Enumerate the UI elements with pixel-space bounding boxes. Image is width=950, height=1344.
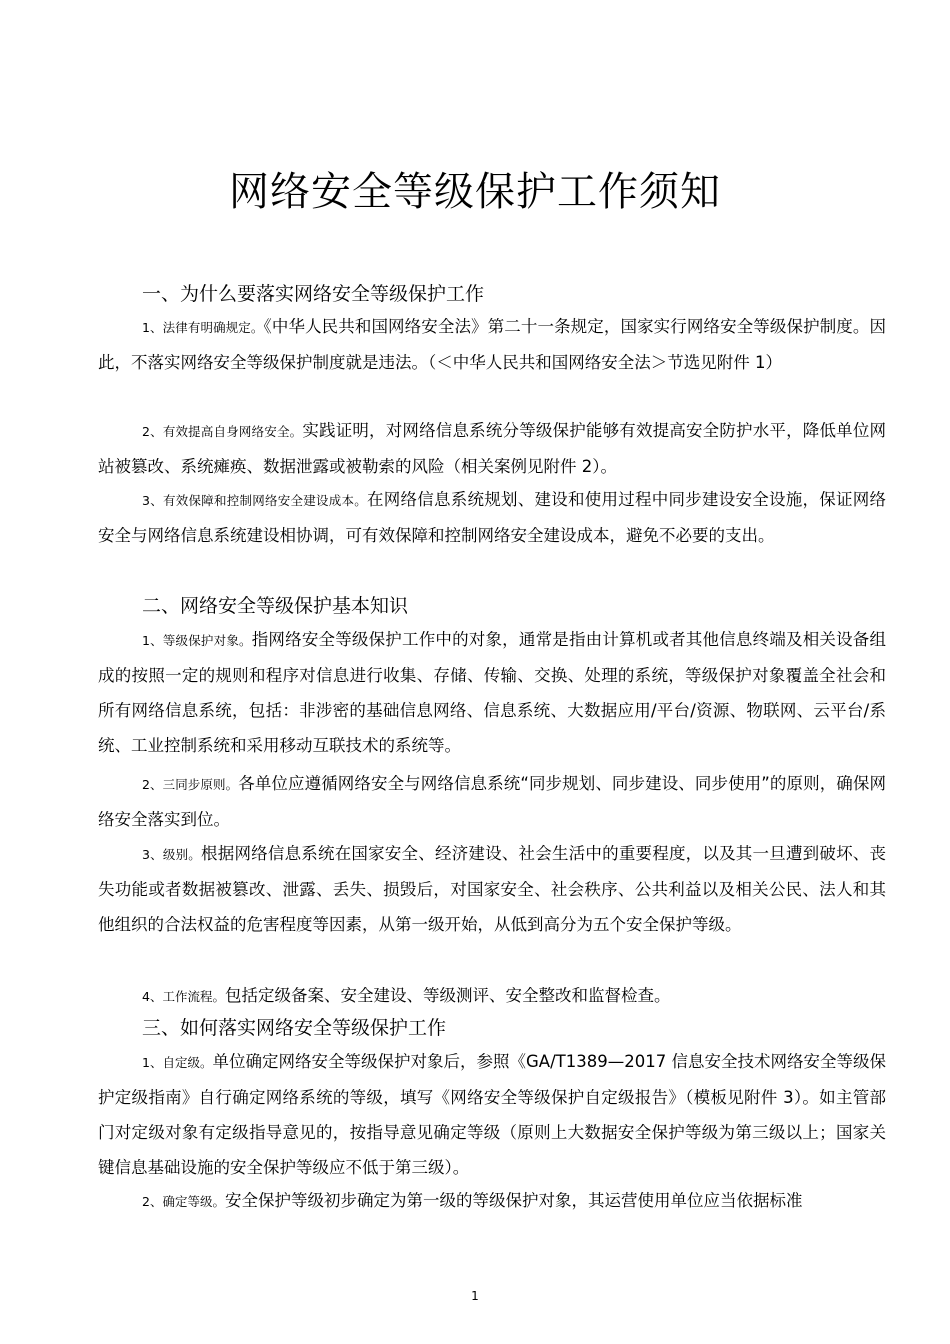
paragraph-lead: 4、工作流程。 — [142, 989, 225, 1004]
paragraph — [98, 1183, 886, 1219]
paragraph-lead: 1、自定级。 — [142, 1055, 213, 1070]
paragraph-lead: 2、有效提高自身网络安全。 — [142, 424, 303, 439]
section-heading: 三、如何落实网络安全等级保护工作 — [142, 1017, 447, 1039]
paragraph-lead: 2、确定等级。 — [142, 1194, 225, 1209]
paragraph — [98, 836, 886, 942]
paragraph-text: 根据网络信息系统在国家安全、经济建设、社会生活中的重要程度，以及其一旦遭到破坏、丧失功能或者数据被篡改、泄露、丢失、损毁后，对国家安全、社会秩序、公共利益以及相关公民、法人和其他组织的合法权益的危害程度等因素，从第一级开始，从低到高分为五个安全保护等级。 — [98, 844, 887, 934]
paragraph — [98, 1044, 886, 1185]
paragraph-text: 实践证明，对网络信息系统分等级保护能够有效提高安全防护水平，降低单位网站被篡改、系统瘫痪、数据泄露或被勒索的风险（相关案例见附件 2）。 — [98, 421, 886, 476]
paragraph — [98, 622, 886, 763]
paragraph — [98, 766, 886, 837]
page-number: 1 — [471, 1289, 479, 1303]
section-heading: 二、网络安全等级保护基本知识 — [142, 595, 409, 617]
paragraph — [98, 482, 886, 553]
paragraph — [98, 978, 886, 1014]
paragraph-text: 包括定级备案、安全建设、等级测评、安全整改和监督检查。 — [224, 986, 671, 1005]
paragraph-text: 安全保护等级初步确定为第一级的等级保护对象，其运营使用单位应当依据标准 — [224, 1191, 803, 1210]
paragraph-lead: 1、法律有明确规定。 — [142, 320, 264, 335]
document-title: 网络安全等级保护工作须知 — [229, 169, 721, 215]
paragraph — [98, 413, 886, 484]
paragraph-lead: 3、有效保障和控制网络安全建设成本。 — [142, 493, 367, 508]
paragraph-text: 单位确定网络安全等级保护对象后，参照《GA/T1389—2017 信息安全技术网络安全等级保护定级指南》自行确定网络系统的等级，填写《网络安全等级保护自定级报告》（模板见附件 3）。如主管部门对定级对象有定级指导意见的，按指导意见确定等级（原则上大数据安全保护等级为第三级以上；国家关键信息基础设施的安全保护等级应不低于第三级）。 — [98, 1052, 886, 1177]
paragraph — [98, 309, 886, 380]
paragraph-text: 各单位应遵循网络安全与网络信息系统“同步规划、同步建设、同步使用”的原则，确保网络安全落实到位。 — [98, 774, 886, 829]
section-heading: 一、为什么要落实网络安全等级保护工作 — [142, 283, 485, 305]
paragraph-text: 在网络信息系统规划、建设和使用过程中同步建设安全设施，保证网络安全与网络信息系统建设相协调，可有效保障和控制网络安全建设成本，避免不必要的支出。 — [98, 490, 886, 545]
paragraph-lead: 1、等级保护对象。 — [142, 633, 252, 648]
paragraph-lead: 2、三同步原则。 — [142, 777, 239, 792]
paragraph-text: 《中华人民共和国网络安全法》第二十一条规定，国家实行网络安全等级保护制度。因此，不落实网络安全等级保护制度就是违法。（＜中华人民共和国网络安全法＞节选见附件 1） — [98, 317, 886, 372]
paragraph-text: 指网络安全等级保护工作中的对象，通常是指由计算机或者其他信息终端及相关设备组成的按照一定的规则和程序对信息进行收集、存储、传输、交换、处理的系统，等级保护对象覆盖全社会和所有网络信息系统，包括：非涉密的基础信息网络、信息系统、大数据应用/平台/资源、物联网、云平台/系统、工业控制系统和采用移动互联技术的系统等。 — [98, 630, 886, 755]
paragraph-lead: 3、级别。 — [142, 847, 202, 862]
